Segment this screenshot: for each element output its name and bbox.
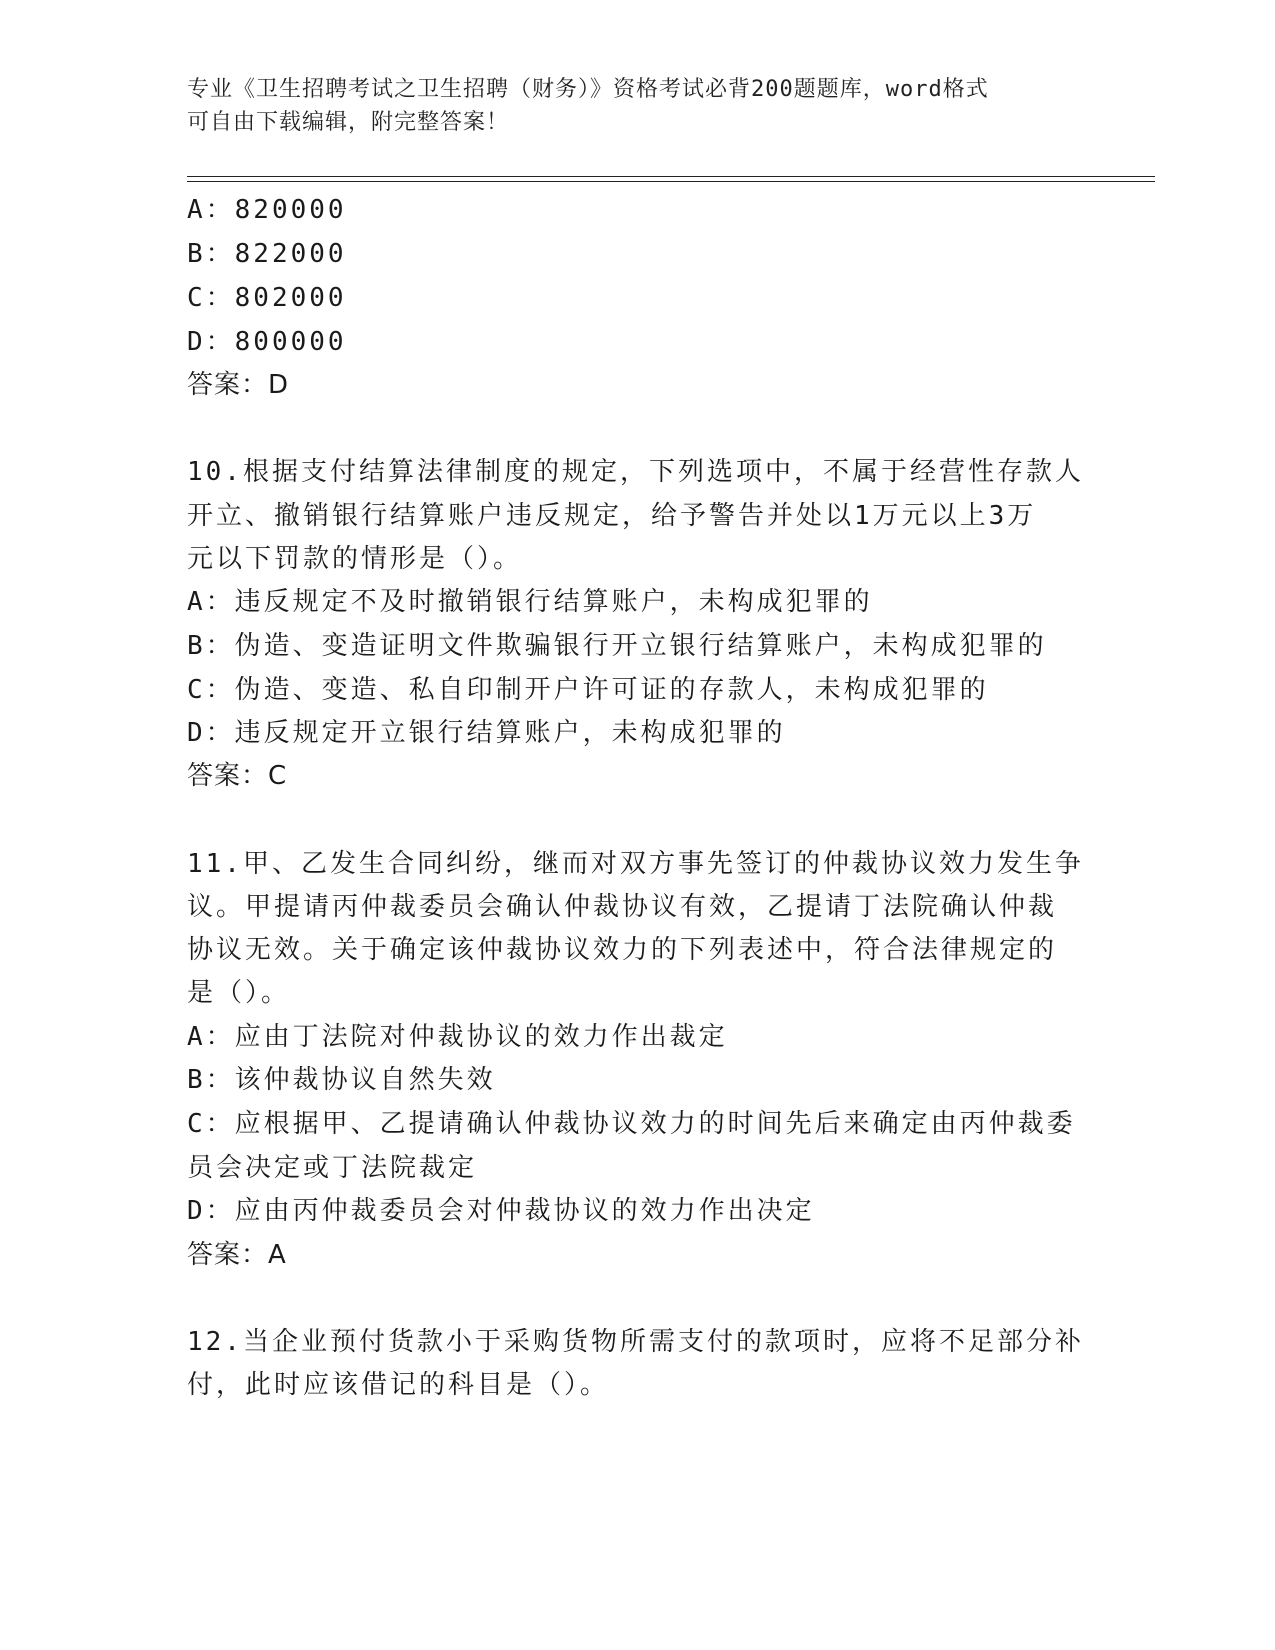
q11-stem-line-2: 议。甲提请丙仲裁委员会确认仲裁协议有效，乙提请丁法院确认仲裁 (187, 892, 1058, 922)
q11-stem-line-1: 11.甲、乙发生合同纠纷，继而对双方事先签订的仲裁协议效力发生争 (187, 849, 1084, 879)
q11-stem-line-4: 是（）。 (187, 978, 291, 1008)
header-divider-top (187, 176, 1155, 177)
q10-answer: 答案：C (187, 761, 288, 791)
q10-option-a: A：违反规定不及时撤销银行结算账户，未构成犯罪的 (187, 587, 873, 617)
q10-stem-line-2: 开立、撤销银行结算账户违反规定，给予警告并处以1万元以上3万 (187, 501, 1037, 531)
q10-option-c: C：伪造、变造、私自印制开户许可证的存款人，未构成犯罪的 (187, 675, 989, 705)
header-divider-bottom (187, 181, 1155, 182)
q9-option-c: C：802000 (187, 283, 347, 313)
q9-answer: 答案：D (187, 370, 290, 400)
q11-answer: 答案：A (187, 1240, 287, 1270)
header-title-line-1: 专业《卫生招聘考试之卫生招聘（财务）》资格考试必背200题题库，word格式 (187, 77, 989, 102)
q11-stem-line-3: 协议无效。关于确定该仲裁协议效力的下列表述中，符合法律规定的 (187, 935, 1058, 965)
q9-option-a: A：820000 (187, 195, 347, 225)
q11-option-c-line-2: 员会决定或丁法院裁定 (187, 1153, 478, 1183)
q10-stem-line-3: 元以下罚款的情形是（）。 (187, 544, 523, 574)
q11-option-d: D：应由丙仲裁委员会对仲裁协议的效力作出决定 (187, 1196, 815, 1226)
header-title-line-2: 可自由下载编辑，附完整答案！ (187, 110, 510, 135)
q12-stem-line-1: 12.当企业预付货款小于采购货物所需支付的款项时，应将不足部分补 (187, 1327, 1084, 1357)
document-header (187, 73, 1067, 139)
q11-option-c-line-1: C：应根据甲、乙提请确认仲裁协议效力的时间先后来确定由丙仲裁委 (187, 1109, 1076, 1139)
q9-option-b: B：822000 (187, 239, 347, 269)
q9-option-d: D：800000 (187, 327, 347, 357)
q12-stem-line-2: 付，此时应该借记的科目是（）。 (187, 1370, 610, 1400)
q10-stem-line-1: 10.根据支付结算法律制度的规定，下列选项中，不属于经营性存款人 (187, 457, 1084, 487)
q11-option-a: A：应由丁法院对仲裁协议的效力作出裁定 (187, 1022, 728, 1052)
q11-option-b: B：该仲裁协议自然失效 (187, 1065, 496, 1095)
q10-option-d: D：违反规定开立银行结算账户，未构成犯罪的 (187, 718, 786, 748)
q10-option-b: B：伪造、变造证明文件欺骗银行开立银行结算账户，未构成犯罪的 (187, 631, 1047, 661)
